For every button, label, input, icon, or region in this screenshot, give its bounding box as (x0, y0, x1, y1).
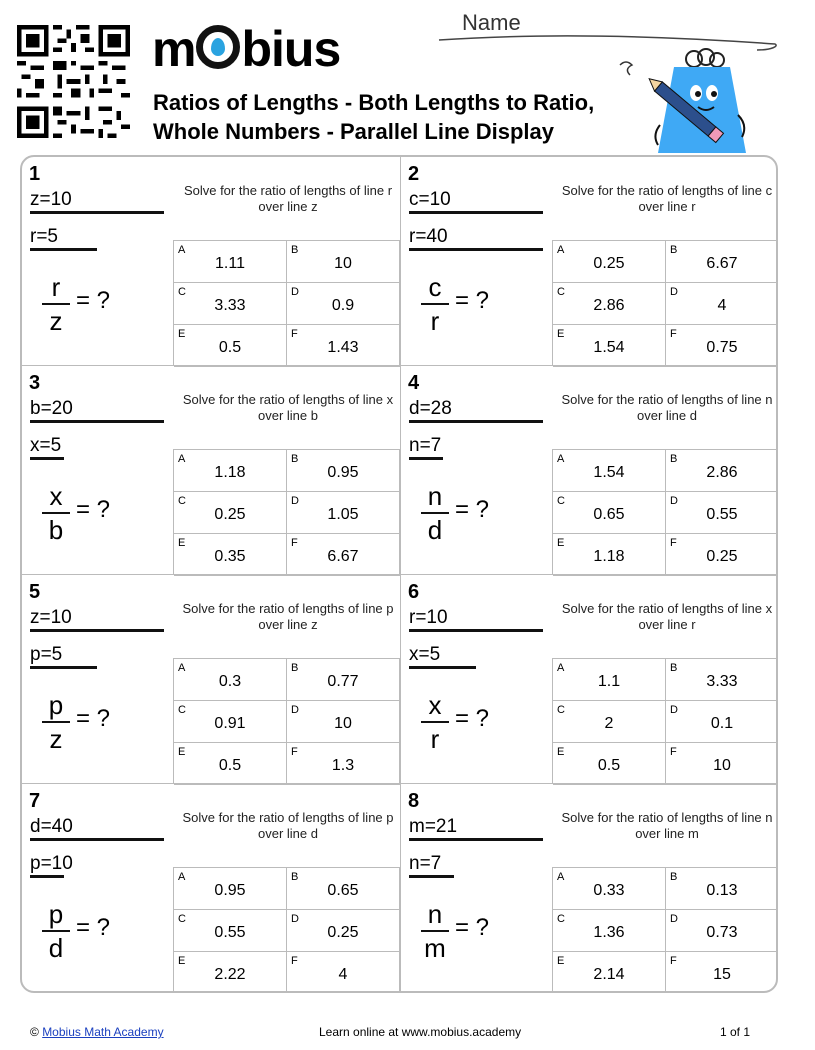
problem-cell (401, 575, 778, 784)
given-line-segment (409, 629, 543, 632)
ratio-fraction (421, 899, 449, 963)
target-line-label: x=5 (30, 435, 62, 456)
given-line-label: r=10 (409, 607, 448, 628)
target-line-segment (409, 457, 443, 460)
choice-letter: F (670, 955, 677, 967)
choice-value: 15 (713, 966, 731, 983)
target-line-label: r=40 (409, 226, 448, 247)
denominator: r (430, 306, 440, 336)
page-number: 1 of 1 (720, 1025, 751, 1039)
problem-grid (20, 155, 778, 993)
numerator: x (428, 690, 442, 720)
choice-value: 1.18 (593, 548, 625, 565)
instruction-text: Solve for the ratio of lengths of line x over line r (561, 601, 773, 632)
instruction-text: Solve for the ratio of lengths of line c over line r (561, 183, 773, 214)
mascot-illustration (612, 45, 762, 155)
answer-choice[interactable] (174, 659, 287, 701)
choice-letter: C (178, 704, 186, 716)
choice-letter: B (670, 662, 678, 674)
problem-number: 7 (29, 790, 41, 812)
given-line-segment (409, 420, 543, 423)
answer-choice[interactable] (287, 952, 400, 993)
given-line-segment (409, 211, 543, 214)
answer-choice[interactable] (666, 910, 778, 952)
academy-link[interactable]: Mobius Math Academy (42, 1025, 164, 1039)
problem-number: 2 (408, 163, 420, 185)
choice-letter: C (557, 286, 565, 298)
answer-choices (173, 658, 400, 784)
choice-letter: A (557, 662, 565, 674)
problem-number: 3 (29, 372, 41, 394)
choice-value: 1.05 (327, 506, 359, 523)
choice-letter: E (178, 955, 186, 967)
choice-value: 0.5 (218, 339, 242, 356)
numerator: p (48, 899, 64, 929)
choice-letter: B (670, 244, 678, 256)
given-line-segment (30, 211, 164, 214)
footer-copyright (30, 1025, 164, 1039)
given-line-label: z=10 (30, 189, 72, 210)
choice-letter: A (557, 244, 565, 256)
target-line-segment (409, 248, 543, 251)
answer-choice[interactable] (666, 283, 778, 325)
target-line-label: r=5 (30, 226, 58, 247)
equals-question: = ? (76, 705, 111, 732)
instruction-text: Solve for the ratio of lengths of line r over line z (183, 183, 393, 214)
denominator: r (430, 724, 440, 754)
choice-value: 0.25 (214, 506, 246, 523)
answer-choice[interactable] (666, 743, 778, 785)
answer-choices (173, 867, 400, 993)
choice-letter: F (291, 537, 298, 549)
choice-letter: A (178, 453, 186, 465)
equals-question: = ? (76, 287, 111, 314)
mobius-logo: m bius (152, 21, 341, 77)
ratio-fraction (421, 690, 449, 754)
choice-letter: A (178, 662, 186, 674)
ratio-fraction (421, 272, 449, 336)
choice-letter: C (557, 495, 565, 507)
problem-cell (22, 366, 401, 575)
choice-value: 3.33 (706, 673, 738, 690)
choice-value: 0.55 (214, 924, 246, 941)
name-label: Name (462, 10, 521, 35)
qr-code (17, 25, 130, 138)
choice-letter: B (291, 453, 299, 465)
equals-question: = ? (76, 496, 111, 523)
choice-letter: C (178, 286, 186, 298)
choice-value: 0.91 (214, 715, 246, 732)
answer-choice[interactable] (666, 701, 778, 743)
choice-value: 0.25 (327, 924, 359, 941)
answer-choices (552, 658, 778, 784)
choice-value: 1.54 (593, 339, 625, 356)
choice-letter: D (291, 704, 299, 716)
choice-value: 0.95 (214, 882, 246, 899)
choice-value: 0.95 (327, 464, 359, 481)
choice-letter: A (178, 244, 186, 256)
choice-value: 10 (334, 715, 352, 732)
answer-choice[interactable] (174, 743, 287, 785)
answer-choice[interactable] (174, 492, 287, 534)
target-line-label: p=10 (30, 853, 73, 874)
choice-letter: D (670, 495, 678, 507)
target-line-segment (30, 248, 97, 251)
choice-letter: D (670, 286, 678, 298)
choice-value: 2 (604, 715, 614, 732)
equals-question: = ? (455, 914, 490, 941)
answer-choice[interactable] (174, 952, 287, 993)
answer-choice[interactable] (287, 325, 400, 367)
answer-choice[interactable] (287, 283, 400, 325)
numerator: p (48, 690, 64, 720)
answer-choice[interactable] (666, 241, 778, 283)
answer-choices (173, 449, 400, 575)
numerator: x (49, 481, 63, 511)
given-line-label: d=28 (409, 398, 452, 419)
answer-choice[interactable] (666, 492, 778, 534)
answer-choice[interactable] (287, 868, 400, 910)
choice-letter: B (291, 662, 299, 674)
choice-letter: F (291, 746, 298, 758)
equals-question: = ? (455, 496, 490, 523)
given-line-label: z=10 (30, 607, 72, 628)
choice-value: 1.3 (331, 757, 355, 774)
target-line-label: n=7 (409, 853, 442, 874)
answer-choice[interactable] (287, 492, 400, 534)
answer-choice[interactable] (174, 701, 287, 743)
given-line-label: c=10 (409, 189, 451, 210)
problem-cell (401, 784, 778, 993)
footer-learn-online: Learn online at www.mobius.academy (319, 1025, 522, 1039)
answer-choice[interactable] (553, 325, 666, 367)
choice-value: 0.35 (214, 548, 246, 565)
answer-choice[interactable] (287, 534, 400, 576)
answer-choice[interactable] (553, 701, 666, 743)
problem-cell (401, 157, 778, 366)
choice-value: 0.75 (706, 339, 738, 356)
choice-value: 6.67 (706, 255, 738, 272)
choice-letter: E (557, 746, 565, 758)
choice-value: 0.1 (710, 715, 734, 732)
target-line-label: n=7 (409, 435, 442, 456)
answer-choice[interactable] (174, 534, 287, 576)
denominator: z (49, 724, 63, 754)
choice-value: 0.25 (706, 548, 738, 565)
choice-value: 0.65 (327, 882, 359, 899)
choice-value: 0.65 (593, 506, 625, 523)
choice-letter: A (178, 871, 186, 883)
choice-value: 6.67 (327, 548, 359, 565)
choice-letter: F (291, 328, 298, 340)
choice-letter: C (178, 495, 186, 507)
given-line-segment (30, 838, 164, 841)
choice-letter: E (178, 537, 186, 549)
problem-number: 8 (408, 790, 420, 812)
choice-value: 3.33 (214, 297, 246, 314)
answer-choice[interactable] (287, 659, 400, 701)
answer-choice[interactable] (174, 283, 287, 325)
choice-value: 0.25 (593, 255, 625, 272)
denominator: d (427, 515, 443, 545)
answer-choice[interactable] (174, 910, 287, 952)
denominator: d (48, 933, 64, 963)
answer-choice[interactable] (553, 743, 666, 785)
choice-letter: D (291, 913, 299, 925)
choice-value: 1.36 (593, 924, 625, 941)
equals-question: = ? (76, 914, 111, 941)
instruction-text: Solve for the ratio of lengths of line n over line d (561, 392, 773, 423)
choice-value: 0.55 (706, 506, 738, 523)
numerator: n (427, 899, 443, 929)
choice-value: 1.43 (327, 339, 359, 356)
choice-letter: C (178, 913, 186, 925)
choice-value: 10 (334, 255, 352, 272)
choice-letter: B (670, 453, 678, 465)
choice-letter: E (178, 746, 186, 758)
choice-value: 4 (338, 966, 348, 983)
answer-choice[interactable] (666, 450, 778, 492)
ratio-fraction (42, 272, 70, 336)
answer-choice[interactable] (553, 952, 666, 993)
denominator: m (424, 933, 446, 963)
problem-number: 4 (408, 372, 420, 394)
answer-choices (552, 449, 778, 575)
answer-choice[interactable] (287, 241, 400, 283)
choice-letter: E (178, 328, 186, 340)
problem-number: 5 (29, 581, 41, 603)
choice-value: 0.73 (706, 924, 738, 941)
choice-letter: E (557, 537, 565, 549)
numerator: c (428, 272, 442, 302)
numerator: r (51, 272, 61, 302)
choice-value: 1.54 (593, 464, 625, 481)
target-line-segment (409, 875, 454, 878)
answer-choice[interactable] (287, 701, 400, 743)
given-line-segment (30, 420, 164, 423)
choice-letter: F (670, 328, 677, 340)
choice-value: 1.18 (214, 464, 246, 481)
answer-choice[interactable] (666, 659, 778, 701)
target-line-segment (409, 666, 476, 669)
given-line-label: d=40 (30, 816, 73, 837)
answer-choices (552, 240, 778, 366)
ratio-fraction (421, 481, 449, 545)
choice-letter: A (557, 871, 565, 883)
given-line-label: m=21 (409, 816, 458, 837)
answer-choice[interactable] (287, 743, 400, 785)
given-line-segment (409, 838, 543, 841)
answer-choice[interactable] (553, 492, 666, 534)
ratio-fraction (42, 481, 70, 545)
choice-letter: C (557, 704, 565, 716)
instruction-text: Solve for the ratio of lengths of line x over line b (182, 392, 394, 423)
choice-value: 2.86 (706, 464, 738, 481)
ratio-fraction (42, 690, 70, 754)
problem-cell (22, 784, 401, 993)
problem-number: 1 (29, 163, 41, 185)
target-line-label: x=5 (409, 644, 441, 665)
choice-value: 0.3 (218, 673, 242, 690)
choice-letter: C (557, 913, 565, 925)
problem-cell (401, 366, 778, 575)
choice-letter: D (291, 286, 299, 298)
choice-value: 0.13 (706, 882, 738, 899)
answer-choice[interactable] (287, 450, 400, 492)
target-line-segment (30, 457, 64, 460)
answer-choice[interactable] (287, 910, 400, 952)
equals-question: = ? (455, 705, 490, 732)
ratio-fraction (42, 899, 70, 963)
target-line-segment (30, 666, 97, 669)
choice-letter: F (670, 537, 677, 549)
given-line-label: b=20 (30, 398, 73, 419)
choice-letter: D (291, 495, 299, 507)
answer-choice[interactable] (174, 868, 287, 910)
equals-question: = ? (455, 287, 490, 314)
choice-letter: D (670, 913, 678, 925)
answer-choice[interactable] (553, 241, 666, 283)
answer-choice[interactable] (666, 952, 778, 993)
answer-choices (552, 867, 778, 993)
answer-choice[interactable] (666, 325, 778, 367)
choice-letter: D (670, 704, 678, 716)
answer-choice[interactable] (174, 450, 287, 492)
answer-choice[interactable] (553, 659, 666, 701)
answer-choice[interactable] (553, 450, 666, 492)
worksheet-title: Ratios of Lengths - Both Lengths to Ratio, Whole Numbers - Parallel Line Display (153, 90, 595, 144)
instruction-text: Solve for the ratio of lengths of line p over line z (182, 601, 394, 632)
instruction-text: Solve for the ratio of lengths of line n over line m (561, 810, 773, 841)
choice-value: 0.5 (597, 757, 621, 774)
choice-letter: E (557, 328, 565, 340)
answer-choice[interactable] (553, 283, 666, 325)
choice-value: 10 (713, 757, 731, 774)
choice-letter: F (291, 955, 298, 967)
choice-letter: B (291, 244, 299, 256)
problem-cell (22, 157, 401, 366)
denominator: z (49, 306, 63, 336)
answer-choice[interactable] (553, 534, 666, 576)
choice-letter: E (557, 955, 565, 967)
choice-value: 0.77 (327, 673, 359, 690)
choice-letter: B (670, 871, 678, 883)
answer-choice[interactable] (666, 868, 778, 910)
denominator: b (48, 515, 64, 545)
choice-value: 1.1 (597, 673, 621, 690)
choice-value: 4 (717, 297, 727, 314)
answer-choice[interactable] (553, 910, 666, 952)
choice-letter: A (557, 453, 565, 465)
answer-choice[interactable] (553, 868, 666, 910)
choice-value: 0.9 (331, 297, 355, 314)
copyright-symbol: © (30, 1025, 39, 1039)
answer-choice[interactable] (174, 241, 287, 283)
choice-letter: F (670, 746, 677, 758)
choice-value: 0.33 (593, 882, 625, 899)
choice-value: 2.14 (593, 966, 625, 983)
choice-value: 0.5 (218, 757, 242, 774)
given-line-segment (30, 629, 164, 632)
target-line-segment (30, 875, 64, 878)
choice-value: 2.86 (593, 297, 625, 314)
target-line-label: p=5 (30, 644, 63, 665)
problem-number: 6 (408, 581, 420, 603)
choice-value: 1.11 (215, 255, 245, 272)
answer-choice[interactable] (666, 534, 778, 576)
answer-choice[interactable] (174, 325, 287, 367)
choice-value: 2.22 (214, 966, 246, 983)
answer-choices (173, 240, 400, 366)
numerator: n (427, 481, 443, 511)
problem-cell (22, 575, 401, 784)
choice-letter: B (291, 871, 299, 883)
instruction-text: Solve for the ratio of lengths of line p over line d (182, 810, 394, 841)
